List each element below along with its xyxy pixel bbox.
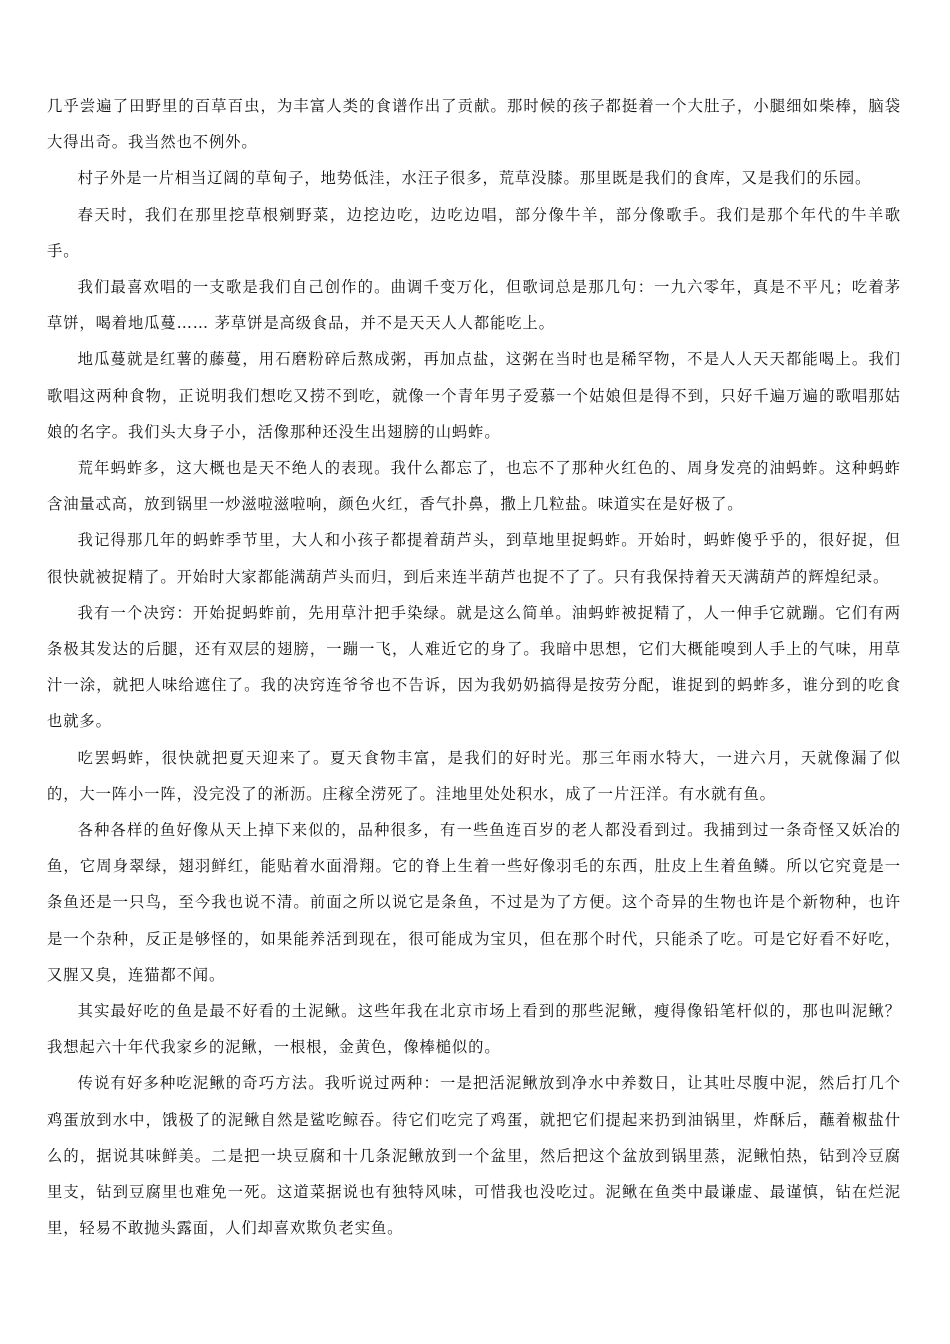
paragraph-9: 吃罢蚂蚱，很快就把夏天迎来了。夏天食物丰富，是我们的好时光。那三年雨水特大，一进六月，天就像漏了似的，大一阵小一阵，没完没了的淅沥。庄稼全涝死了。洼地里处处积水，成了一片汪洋。有水就有鱼。 [47,748,901,803]
paragraph-11: 其实最好吃的鱼是最不好看的土泥鳅。这些年我在北京市场上看到的那些泥鳅，瘦得像铅笔杆似的，那也叫泥鳅？我想起六十年代我家乡的泥鳅，一根根，金黄色，像棒槌似的。 [47,1002,901,1057]
paragraph-2: 村子外是一片相当辽阔的草甸子，地势低洼，水汪子很多，荒草没膝。那里既是我们的食库，又是我们的乐园。 [77,169,872,188]
paragraph-1: 几乎尝遍了田野里的百草百虫，为丰富人类的食谱作出了贡献。那时候的孩子都挺着一个大肚子，小腿细如柴棒，脑袋大得出奇。我当然也不例外。 [47,97,901,152]
paragraph-5: 地瓜蔓就是红薯的藤蔓，用石磨粉碎后熬成粥，再加点盐，这粥在当时也是稀罕物，不是人人天天都能喝上。我们歌唱这两种食物，正说明我们想吃又捞不到吃，就像一个青年男子爱慕一个姑娘但是得不到，只好千遍万遍的歌唱那姑娘的名字。我们头大身子小，活像那种还没生出翅膀的山蚂蚱。 [47,350,901,441]
paragraph-10: 各种各样的鱼好像从天上掉下来似的，品种很多，有一些鱼连百岁的老人都没看到过。我捕到过一条奇怪又妖冶的鱼，它周身翠绿，翅羽鲜红，能贴着水面滑翔。它的脊上生着一些好像羽毛的东西，肚皮上生着鱼鳞。所以它究竟是一条鱼还是一只鸟，至今我也说不清。前面之所以说它是条鱼，不过是为了方便。这个奇异的生物也许是个新物种，也许是一个杂种，反正是够怪的，如果能养活到现在，很可能成为宝贝，但在那个时代，只能杀了吃。可是它好看不好吃，又腥又臭，连猫都不闻。 [47,821,901,984]
paragraph-12: 传说有好多种吃泥鳅的奇巧方法。我听说过两种：一是把活泥鳅放到净水中养数日，让其吐尽腹中泥，然后打几个鸡蛋放到水中，饿极了的泥鳅自然是鲨吃鲸吞。待它们吃完了鸡蛋，就把它们提起来扔到油锅里，炸酥后，蘸着椒盐什么的，据说其味鲜美。二是把一块豆腐和十几条泥鳅放到一个盆里，然后把这个盆放到锅里蒸，泥鳅怕热，钻到冷豆腐里支，钻到豆腐里也难免一死。这道菜据说也有独特风味，可惜我也没吃过。泥鳅在鱼类中最谦虚、最谨慎，钻在烂泥里，轻易不敢抛头露面，人们却喜欢欺负老实鱼。 [47,1074,901,1238]
paragraph-3: 春天时，我们在那里挖草根剜野菜，边挖边吃，边吃边唱，部分像牛羊，部分像歌手。我们是那个年代的牛羊歌手。 [47,205,901,260]
paragraph-4: 我们最喜欢唱的一支歌是我们自己创作的。曲调千变万化，但歌词总是那几句：一九六零年，真是不平凡；吃着茅草饼，喝着地瓜蔓…… 茅草饼是高级食品，并不是天天人人都能吃上。 [47,278,901,333]
paragraph-7: 我记得那几年的蚂蚱季节里，大人和小孩子都提着葫芦头，到草地里捉蚂蚱。开始时，蚂蚱傻乎乎的，很好捉，但很快就被捉精了。开始时大家都能满葫芦头而归，到后来连半葫芦也捉不了了。只有我保持着天天满葫芦的辉煌纪录。 [47,531,901,586]
paragraph-6: 荒年蚂蚱多，这大概也是天不绝人的表现。我什么都忘了，也忘不了那种火红色的、周身发亮的油蚂蚱。这种蚂蚱含油量忒高，放到锅里一炒滋啦滋啦响，颜色火红，香气扑鼻，撒上几粒盐。味道实在是好极了。 [47,459,901,514]
paragraph-8: 我有一个决窍：开始捉蚂蚱前，先用草汁把手染绿。就是这么简单。油蚂蚱被捉精了，人一伸手它就蹦。它们有两条极其发达的后腿，还有双层的翅膀，一蹦一飞，人难近它的身了。我暗中思想，它们大概能嗅到人手上的气味，用草汁一涂，就把人味给遮住了。我的决窍连爷爷也不告诉，因为我奶奶搞得是按劳分配，谁捉到的蚂蚱多，谁分到的吃食也就多。 [47,603,901,731]
